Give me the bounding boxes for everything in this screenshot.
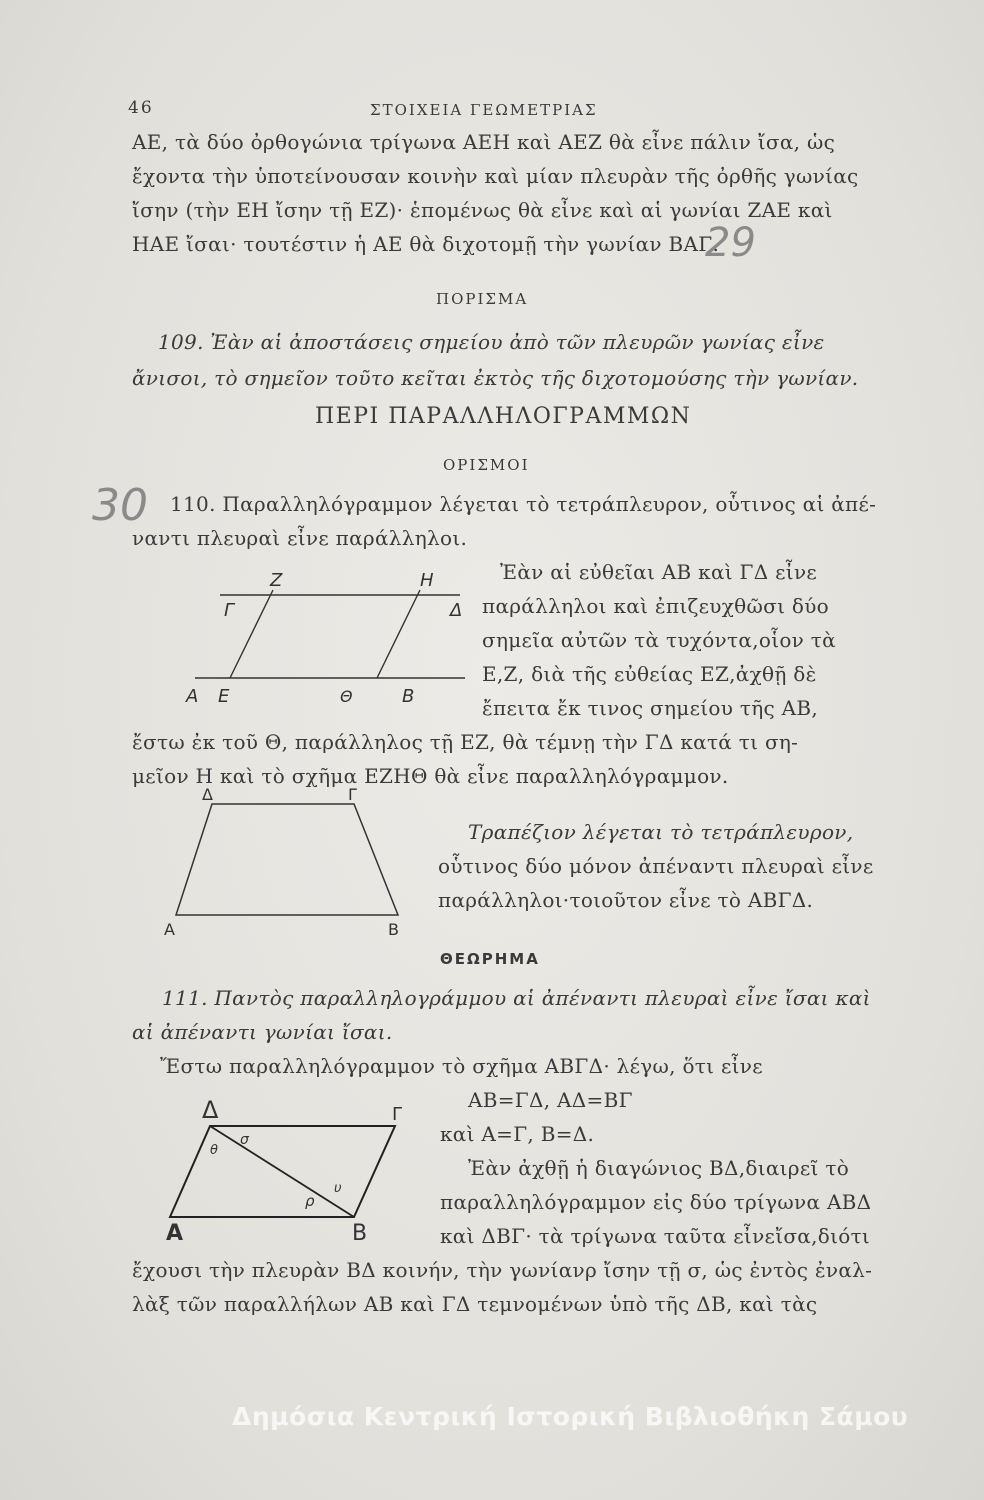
fig1-label-e: E — [218, 686, 230, 707]
porisma-line-1: 109. Ἐὰν αἱ ἀποστάσεις σημείου ἀπὸ τῶν πλευρῶν γωνίας εἶνε — [158, 330, 825, 354]
fig1-line-ez — [230, 590, 273, 678]
figure-parallelogram-diagonal — [166, 1090, 430, 1250]
intro-line-4: ΗΑΕ ἴσαι· τουτέστιν ἡ ΑΕ θὰ διχοτομῇ τὴν γωνίαν ΒΑΓ. — [132, 232, 720, 256]
fig3-label-sigma: σ — [240, 1132, 249, 1148]
margin-note-29: 29 — [705, 220, 756, 266]
trapezoid-shape — [176, 804, 398, 915]
theorem-line-10: λὰξ τῶν παραλλήλων ΑΒ καὶ ΓΔ τεμνομένων ὑπὸ τῆς ΔΒ, καὶ τὰς — [132, 1292, 818, 1316]
fig1-label-g: Γ — [224, 600, 235, 621]
trapezoid-term: Τραπέζιον λέγεται τὸ τετράπλευρον, — [468, 820, 854, 844]
margin-note-30: 30 — [92, 480, 148, 531]
page-number: 46 — [128, 98, 154, 118]
intro-line-2: ἔχοντα τὴν ὑποτείνουσαν κοινὴν καὶ μίαν πλευρὰν τῆς ὀρθῆς γωνίας — [132, 164, 859, 188]
trapezoid-line-3: παράλληλοι·τοιοῦτον εἶνε τὸ ΑΒΓΔ. — [438, 888, 814, 912]
fig2-label-b: B — [388, 920, 399, 939]
theorem-line-5: καὶ Α=Γ, Β=Δ. — [440, 1122, 595, 1146]
porisma-heading: ΠΟΡΙΣΜΑ — [436, 290, 529, 308]
theorem-heading: ΘΕΩΡΗΜΑ — [440, 950, 540, 968]
fig1-label-d: Δ — [450, 600, 463, 621]
def110-line-2: ναντι πλευραὶ εἶνε παράλληλοι. — [132, 526, 468, 550]
theorem-line-4: ΑΒ=ΓΔ, ΑΔ=ΒΓ — [468, 1088, 633, 1112]
fig1-label-theta: Θ — [340, 687, 353, 706]
trapezoid-line-1 — [468, 820, 853, 844]
fig3-label-b: B — [352, 1221, 368, 1246]
fig3-label-theta: θ — [210, 1143, 218, 1158]
def110-right-5: ἔπειτα ἔκ τινος σημείου τῆς ΑΒ, — [482, 696, 819, 720]
fig2-label-g: Γ — [348, 785, 357, 804]
fig1-line-h-theta — [377, 590, 420, 678]
trapezoid-line-2: οὗτινος δύο μόνον ἀπέναντι πλευραὶ εἶνε — [438, 854, 874, 878]
def110-right-1: Ἐὰν αἱ εὐθεῖαι ΑΒ καὶ ΓΔ εἶνε — [500, 560, 818, 584]
def110-right-4: Ε,Ζ, διὰ τῆς εὐθείας ΕΖ,ἀχθῇ δὲ — [482, 662, 817, 686]
section-subheading: ΟΡΙΣΜΟΙ — [443, 456, 530, 474]
fig2-label-d: Δ — [202, 785, 213, 804]
theorem-line-3: Ἔστω παραλληλόγραμμον τὸ σχῆμα ΑΒΓΔ· λέγω, ὅτι εἶνε — [160, 1054, 763, 1078]
def110-line-3: ἔστω ἐκ τοῦ Θ, παράλληλος τῇ ΕΖ, θὰ τέμνῃ τὴν ΓΔ κατά τι ση- — [132, 730, 799, 754]
fig1-label-h: H — [420, 570, 434, 591]
theorem-line-1: 111. Παντὸς παραλληλογράμμου αἱ ἀπέναντι πλευραὶ εἶνε ἴσαι καὶ — [162, 986, 871, 1010]
diagonal-db — [210, 1126, 354, 1217]
fig3-label-a: A — [166, 1221, 184, 1246]
def110-right-2: παράλληλοι καὶ ἐπιζευχθῶσι δύο — [482, 594, 830, 618]
running-title: ΣΤΟΙΧΕΙΑ ΓΕΩΜΕΤΡΙΑΣ — [370, 101, 598, 119]
fig1-label-b: B — [402, 686, 415, 707]
fig3-label-upsilon: υ — [334, 1181, 342, 1196]
def110-line-1: 110. Παραλληλόγραμμον λέγεται τὸ τετράπλευρον, οὗτινος αἱ ἀπέ- — [170, 492, 877, 516]
theorem-line-7: παραλληλόγραμμον εἰς δύο τρίγωνα ΑΒΔ — [440, 1190, 872, 1214]
fig2-label-a: A — [164, 920, 175, 939]
fig3-label-rho: ρ — [305, 1192, 315, 1210]
def110-line-4: μεῖον Η καὶ τὸ σχῆμα ΕΖΗΘ θὰ εἶνε παραλληλόγραμμον. — [132, 764, 729, 788]
fig3-label-g: Γ — [392, 1104, 403, 1125]
section-heading: ΠΕΡΙ ΠΑΡΑΛΛΗΛΟΓΡΑΜΜΩΝ — [315, 404, 692, 429]
figure-parallel-lines — [180, 560, 480, 710]
theorem-line-9: ἔχουσι τὴν πλευρὰν ΒΔ κοινήν, τὴν γωνίανρ ἴσην τῇ σ, ὡς ἐντὸς ἐναλ- — [132, 1258, 873, 1282]
theorem-line-6: Ἐὰν ἀχθῇ ἡ διαγώνιος ΒΔ,διαιρεῖ τὸ — [468, 1156, 850, 1180]
theorem-line-2: αἱ ἀπέναντι γωνίαι ἴσαι. — [132, 1020, 393, 1044]
theorem-line-8: καὶ ΔΒΓ· τὰ τρίγωνα ταῦτα εἶνεἴσα,διότι — [440, 1224, 871, 1248]
intro-line-1: ΑΕ, τὰ δύο ὀρθογώνια τρίγωνα ΑΕΗ καὶ ΑΕΖ θὰ εἶνε πάλιν ἴσα, ὡς — [132, 130, 836, 154]
intro-line-3: ἴσην (τὴν ΕΗ ἴσην τῇ ΕΖ)· ἑπομένως θὰ εἶνε καὶ αἱ γωνίαι ΖΑΕ καὶ — [132, 198, 833, 222]
library-watermark: Δημόσια Κεντρική Ιστορική Βιβλιοθήκη Σάμου — [232, 1402, 909, 1431]
figure-trapezoid — [160, 785, 420, 940]
fig1-label-a: A — [186, 686, 199, 707]
fig3-label-d: Δ — [202, 1096, 219, 1124]
def110-right-3: σημεῖα αὐτῶν τὰ τυχόντα,οἷον τὰ — [482, 628, 836, 652]
fig1-label-z: Z — [270, 570, 283, 591]
porisma-line-2: ἄνισοι, τὸ σημεῖον τοῦτο κεῖται ἐκτὸς τῆς διχοτομούσης τὴν γωνίαν. — [132, 366, 859, 390]
